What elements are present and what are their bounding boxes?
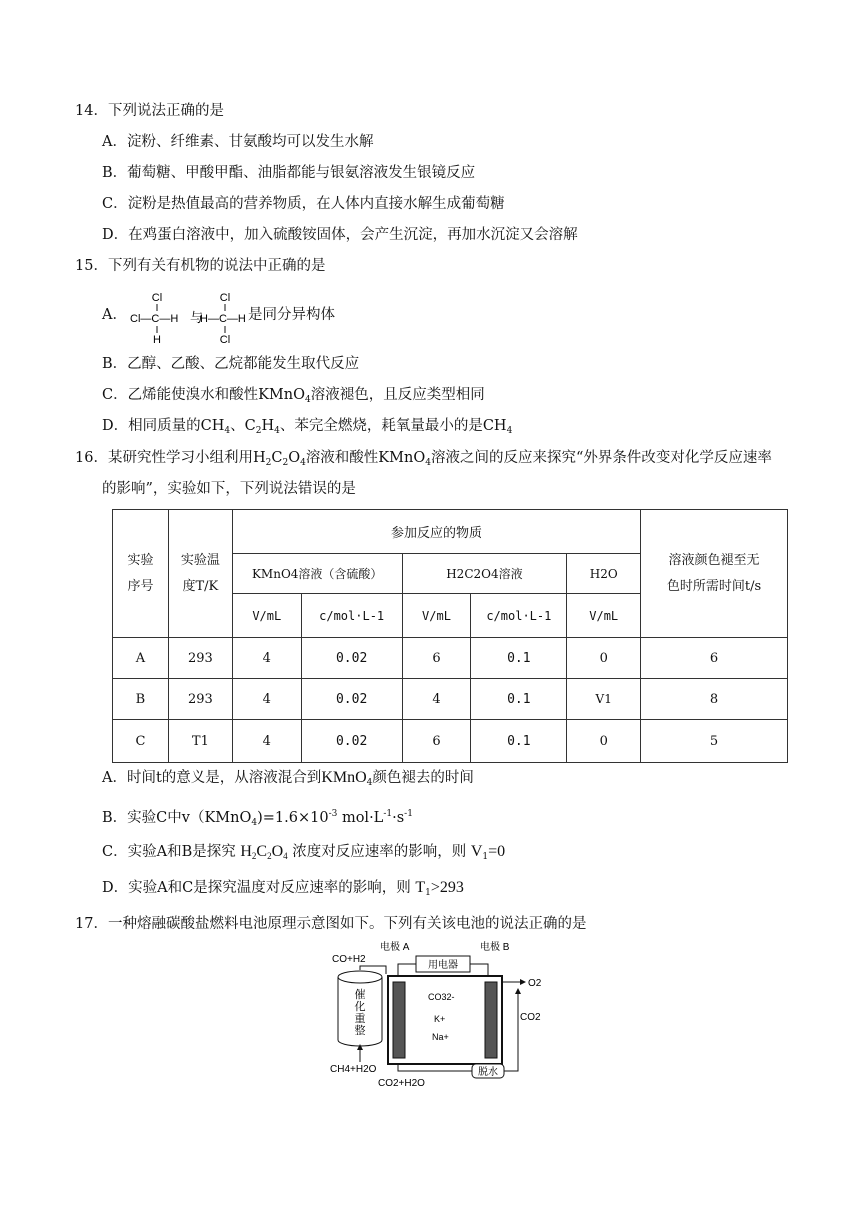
cell: 0.1 [471, 638, 567, 679]
q15-stem: 15．下列有关有机物的说法中正确的是 [75, 258, 326, 274]
output-co2-h2o: CO2+H2O [378, 1078, 425, 1089]
cell: 5 [641, 720, 788, 763]
mol2-row: H—C—H [200, 313, 246, 325]
q15-option-b: B．乙醇、乙酸、乙烷都能发生取代反应 [102, 356, 360, 372]
cell: V1 [567, 679, 641, 720]
header-kmno4: KMnO4溶液（含硫酸） [232, 554, 402, 594]
cell: C [113, 720, 169, 763]
q16-option-a: A．时间t的意义是，从溶液混合到KMnO$_4$颜色褪去的时间 [102, 769, 474, 788]
ion-potassium: K+ [434, 1014, 446, 1024]
q15-a-mid: 与 [190, 310, 204, 325]
mol2-top: Cl [219, 292, 231, 304]
cell: 4 [232, 679, 301, 720]
q15-option-c: C．乙烯能使溴水和酸性KMnO$_4$溶液褪色，且反应类型相同 [102, 387, 485, 405]
ion-carbonate: CO32- [428, 992, 455, 1002]
ion-sodium: Na+ [432, 1032, 449, 1042]
reformer-label: 催化重整 [354, 989, 366, 1037]
dewater-label: 脱水 [478, 1067, 498, 1078]
cell: 0.1 [471, 720, 567, 763]
unit-v2: V/mL [402, 594, 471, 638]
cell: 0.02 [301, 720, 402, 763]
input-ch4-h2o: CH4+H2O [330, 1064, 377, 1075]
unit-c2: c/mol·L-1 [471, 594, 567, 638]
q14-option-d: D．在鸡蛋白溶液中，加入硫酸铵固体，会产生沉淀，再加水沉淀又会溶解 [102, 227, 578, 243]
cell: 0.02 [301, 638, 402, 679]
cell: 4 [402, 679, 471, 720]
unit-v1: V/mL [232, 594, 301, 638]
header-reactants: 参加反应的物质 [232, 510, 640, 554]
electrode-b-label: 电极 B [480, 942, 510, 953]
cell: 4 [232, 720, 301, 763]
q15-option-a-prefix: A． [102, 307, 127, 323]
experiment-table [112, 509, 788, 763]
co2-label: CO2 [520, 1012, 541, 1023]
header-temp: 实验温度T/K [168, 510, 232, 638]
header-h2o: H2O [567, 554, 641, 594]
mol2-bottom: Cl [219, 334, 231, 346]
q16-option-d: D．实验A和C是探究温度对反应速率的影响，则 $T_1>293$ [102, 879, 464, 898]
q16-option-c: C．实验A和B是探究 $H_2C_2O_4$ 浓度对反应速率的影响，则 $V_1=0$ [102, 843, 506, 862]
unit-v3: V/mL [567, 594, 641, 638]
mol1-bottom: H [153, 334, 161, 346]
header-time: 溶液颜色褪至无色时所需时间t/s [641, 510, 788, 638]
table-row [113, 720, 788, 763]
q17-stem: 17．一种熔融碳酸盐燃料电池原理示意图如下。下列有关该电池的说法正确的是 [75, 916, 587, 932]
device-label: 用电器 [428, 960, 458, 971]
cell: 6 [641, 638, 788, 679]
header-h2c2o4: H2C2O4溶液 [402, 554, 567, 594]
cell: 293 [168, 679, 232, 720]
cell: A [113, 638, 169, 679]
input-co-h2: CO+H2 [332, 954, 366, 965]
q14-stem: 14．下列说法正确的是 [75, 103, 224, 119]
mol1-top: Cl [151, 292, 163, 304]
cell: 8 [641, 679, 788, 720]
header-no: 实验序号 [113, 510, 169, 638]
electrode-a-label: 电极 A [380, 942, 410, 953]
cell: 293 [168, 638, 232, 679]
cell: T1 [168, 720, 232, 763]
cell: 6 [402, 720, 471, 763]
q14-option-b: B．葡萄糖、甲酸甲酯、油脂都能与银氨溶液发生银镜反应 [102, 165, 476, 181]
q15-option-a-suffix: 是同分异构体 [248, 307, 335, 323]
table-row [113, 679, 788, 720]
q16-stem-line1: 16．某研究性学习小组利用$H_2C_2O_4$溶液和酸性KMnO$_4$溶液之间的反应来探究“外界条件改变对化学反应速率 [75, 450, 772, 468]
mol1-row: Cl—C—H [130, 313, 179, 325]
cell: 0 [567, 720, 641, 763]
output-o2: O2 [528, 978, 542, 989]
q14-option-a: A．淀粉、纤维素、甘氨酸均可以发生水解 [102, 134, 374, 150]
h2c2o4-formula: $H_2C_2O_4$ [240, 843, 288, 861]
q14-option-c: C．淀粉是热值最高的营养物质，在人体内直接水解生成葡萄糖 [102, 196, 505, 212]
table-row [113, 638, 788, 679]
fuel-cell-diagram [322, 940, 572, 1094]
q16-option-b: B．实验C中$v(KMnO_4)=1.6\times 10^{-3}$ $mol\cdot L^{-1}\cdot s^{-1}$ [102, 809, 413, 828]
cell: 0 [567, 638, 641, 679]
cell: 6 [402, 638, 471, 679]
cell: 4 [232, 638, 301, 679]
q15-option-d: D．相同质量的$CH_4$、$C_2H_4$、苯完全燃烧，耗氧量最小的是$CH_4$ [102, 418, 513, 436]
cell: 0.1 [471, 679, 567, 720]
cell: 0.02 [301, 679, 402, 720]
cell: B [113, 679, 169, 720]
q16-stem-line2: 的影响”，实验如下，下列说法错误的是 [102, 481, 356, 497]
unit-c1: c/mol·L-1 [301, 594, 402, 638]
